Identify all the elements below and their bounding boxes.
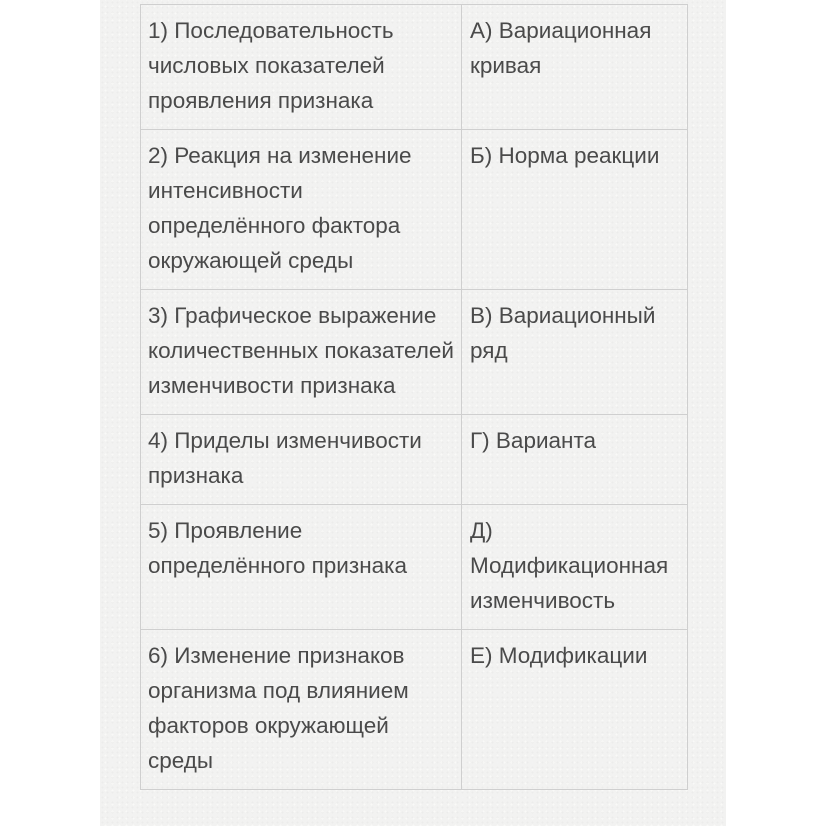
term-text: 6) Изменение признаков организма под влиянием факторов окружающей среды (148, 643, 409, 773)
definition-cell (462, 415, 688, 505)
definition-text: А) Вариационная кривая (470, 18, 652, 78)
table-row (141, 130, 688, 290)
term-text: 5) Проявление определённого признака (148, 518, 407, 578)
term-text: 4) Приделы изменчивости признака (148, 428, 422, 488)
definition-text: Г) Варианта (470, 428, 597, 453)
matching-table (140, 4, 688, 790)
table-row (141, 415, 688, 505)
definition-text: Е) Модификации (470, 643, 648, 668)
term-cell (141, 5, 462, 130)
definition-cell (462, 5, 688, 130)
paper-background (100, 0, 726, 826)
definition-text: Д) Модификационная изменчивость (470, 518, 669, 613)
term-text: 1) Последовательность числовых показателей проявления признака (148, 18, 394, 113)
term-cell (141, 130, 462, 290)
term-text: 2) Реакция на изменение интенсивности определённого фактора окружающей среды (148, 143, 412, 273)
term-cell (141, 505, 462, 630)
definition-cell (462, 505, 688, 630)
definition-text: В) Вариационный ряд (470, 303, 656, 363)
term-cell (141, 415, 462, 505)
definition-cell (462, 630, 688, 790)
table-row (141, 5, 688, 130)
table-row (141, 505, 688, 630)
term-cell (141, 290, 462, 415)
term-text: 3) Графическое выражение количественных показателей изменчивости признака (148, 303, 455, 398)
term-cell (141, 630, 462, 790)
table-row (141, 290, 688, 415)
definition-text: Б) Норма реакции (470, 143, 660, 168)
definition-cell (462, 130, 688, 290)
table-row (141, 630, 688, 790)
definition-cell (462, 290, 688, 415)
